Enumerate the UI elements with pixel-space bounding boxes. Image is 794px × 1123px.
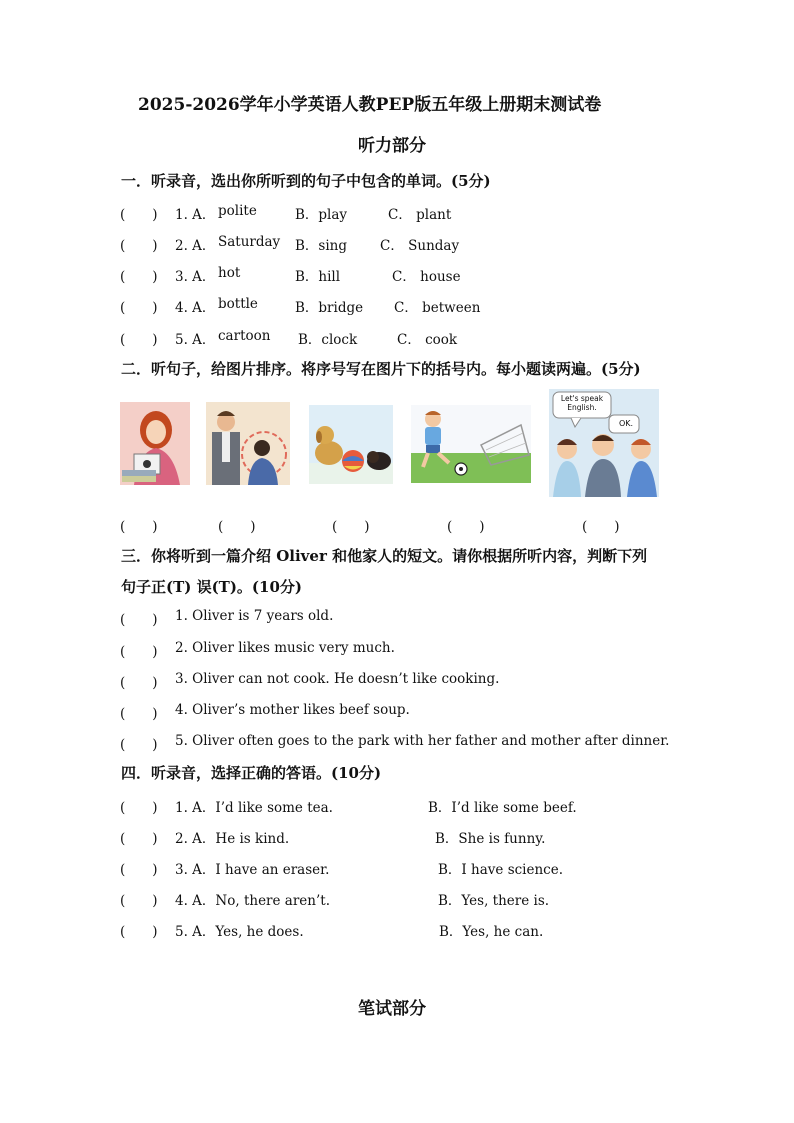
answer-blank[interactable]: ( ) xyxy=(218,519,256,535)
item-number: 3. A． xyxy=(175,269,216,285)
option-c: C． plant xyxy=(388,207,452,223)
option-a: polite xyxy=(218,203,257,219)
option-b: B．bridge xyxy=(295,300,364,316)
option-b: B．play xyxy=(295,207,348,223)
answer-blank[interactable]: ( ) xyxy=(447,519,485,535)
statement: 5. Oliver often goes to the park with her father and mother after dinner. xyxy=(175,733,670,749)
option-a: 4. A．No, there aren’t. xyxy=(175,893,330,909)
answer-blank[interactable]: ( ) xyxy=(120,924,158,940)
answer-blank[interactable]: ( ) xyxy=(120,831,158,847)
answer-blank[interactable]: ( ) xyxy=(120,644,158,660)
section-1-heading: 一．听录音，选出你所听到的句子中包含的单词。(5分) xyxy=(121,172,491,190)
option-a: hot xyxy=(218,265,241,281)
section-4-heading: 四．听录音，选择正确的答语。(10分) xyxy=(121,764,382,782)
answer-blank[interactable]: ( ) xyxy=(120,675,158,691)
answer-blank[interactable]: ( ) xyxy=(120,862,158,878)
option-a: Saturday xyxy=(218,234,281,250)
statement: 4. Oliver’s mother likes beef soup. xyxy=(175,702,410,718)
section-3-heading-cont: 句子正(T) 误(T)。(10分) xyxy=(121,578,303,596)
answer-blank[interactable]: ( ) xyxy=(120,238,158,254)
option-a: 3. A．I have an eraser. xyxy=(175,862,330,878)
item-number: 1. A． xyxy=(175,207,216,223)
answer-blank[interactable]: ( ) xyxy=(332,519,370,535)
statement: 3. Oliver can not cook. He doesn’t like cooking. xyxy=(175,671,500,687)
answer-blank[interactable]: ( ) xyxy=(120,893,158,909)
statement: 2. Oliver likes music very much. xyxy=(175,640,395,656)
answer-blank[interactable]: ( ) xyxy=(120,612,158,628)
option-b: B．Yes, he can. xyxy=(439,924,544,940)
option-c: C． between xyxy=(394,300,481,316)
picture-teacher-boy xyxy=(206,402,290,485)
option-b: B．Yes, there is. xyxy=(438,893,550,909)
speech-bubble-text: Let's speak English. xyxy=(560,394,604,412)
option-a: 5. A．Yes, he does. xyxy=(175,924,304,940)
section-3-heading: 三．你将听到一篇介绍 Oliver 和他家人的短文。请你根据所听内容，判断下列 xyxy=(121,547,648,565)
answer-blank[interactable]: ( ) xyxy=(120,519,158,535)
picture-boy-football xyxy=(411,405,531,483)
option-b: B．She is funny. xyxy=(435,831,546,847)
page-title: 2025-2026学年小学英语人教PEP版五年级上册期末测试卷 xyxy=(138,95,602,115)
answer-blank[interactable]: ( ) xyxy=(120,207,158,223)
answer-blank[interactable]: ( ) xyxy=(120,737,158,753)
answer-blank[interactable]: ( ) xyxy=(120,300,158,316)
listening-heading: 听力部分 xyxy=(358,136,426,156)
answer-blank[interactable]: ( ) xyxy=(120,269,158,285)
option-c: C． cook xyxy=(397,332,458,348)
picture-girl-reading xyxy=(120,402,190,485)
option-b: B．clock xyxy=(298,332,358,348)
section-2-heading: 二．听句子，给图片排序。将序号写在图片下的括号内。每小题读两遍。(5分) xyxy=(121,360,641,378)
option-c: C． Sunday xyxy=(380,238,460,254)
answer-blank[interactable]: ( ) xyxy=(120,332,158,348)
writing-heading: 笔试部分 xyxy=(358,999,426,1019)
picture-dogs-ball xyxy=(309,405,393,484)
option-a: cartoon xyxy=(218,328,271,344)
option-a: 1. A．I’d like some tea. xyxy=(175,800,333,816)
option-b: B．I have science. xyxy=(438,862,564,878)
option-b: B．I’d like some beef. xyxy=(428,800,577,816)
item-number: 2. A． xyxy=(175,238,216,254)
option-a: 2. A．He is kind. xyxy=(175,831,290,847)
option-a: bottle xyxy=(218,296,258,312)
item-number: 4. A． xyxy=(175,300,216,316)
option-b: B．sing xyxy=(295,238,348,254)
answer-blank[interactable]: ( ) xyxy=(582,519,620,535)
option-b: B．hill xyxy=(295,269,341,285)
statement: 1. Oliver is 7 years old. xyxy=(175,608,334,624)
item-number: 5. A． xyxy=(175,332,216,348)
answer-blank[interactable]: ( ) xyxy=(120,706,158,722)
speech-bubble-ok: OK. xyxy=(619,419,634,428)
answer-blank[interactable]: ( ) xyxy=(120,800,158,816)
option-c: C． house xyxy=(392,269,461,285)
